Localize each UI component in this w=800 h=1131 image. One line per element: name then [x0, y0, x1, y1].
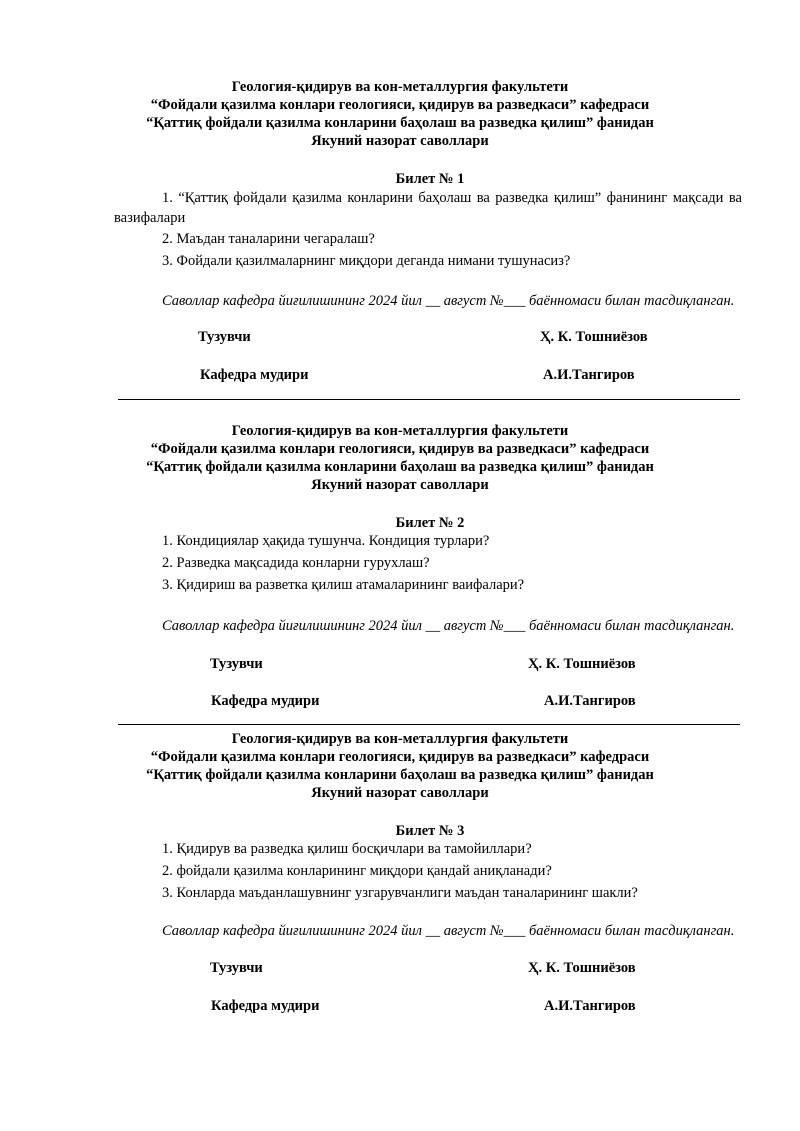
question-3: 3. Қидириш ва разветка қилиш атамаларининг ваифалари?: [162, 577, 525, 593]
department-title: “Фойдали қазилма конлари геологияси, қидирув ва разведкаси” кафедраси: [150, 441, 650, 457]
ticket-number: Билет № 1: [395, 171, 465, 187]
faculty-title: Геология-қидирув ва кон-металлургия факультети: [231, 731, 569, 747]
question-1: 1. “Қаттиқ фойдали қазилма конларини баҳолаш ва разведка қилиш” фанининг мақсади ва вазифалари: [114, 190, 742, 226]
faculty-title: Геология-қидирув ва кон-металлургия факультети: [231, 79, 569, 95]
department-title: “Фойдали қазилма конлари геологияси, қидирув ва разведкаси” кафедраси: [150, 749, 650, 765]
question-3: 3. Конларда маъданлашувнинг узгарувчанлиги маъдан таналарининг шакли?: [162, 885, 638, 901]
approval-note: Саволлар кафедра йиғилишининг 2024 йил __ август №___ баённомаси билан тасдиқланган.: [162, 618, 735, 634]
compiler-name: Ҳ. К. Тошниёзов: [540, 329, 648, 345]
head-name: А.И.Тангиров: [543, 367, 635, 383]
approval-note: Саволлар кафедра йиғилишининг 2024 йил __ август №___ баённомаси билан тасдиқланган.: [162, 923, 735, 939]
question-1: 1. Қидирув ва разведка қилиш босқичлари ва тамойиллари?: [162, 841, 532, 857]
subject-title: “Қаттиқ фойдали қазилма конларини баҳолаш ва разведка қилиш” фанидан: [146, 115, 654, 131]
exam-title: Якуний назорат саволлари: [311, 785, 489, 801]
compiler-label: Тузувчи: [210, 960, 263, 976]
compiler-label: Тузувчи: [198, 329, 251, 345]
question-2: 2. Маъдан таналарини чегаралаш?: [162, 231, 375, 247]
department-title: “Фойдали қазилма конлари геологияси, қидирув ва разведкаси” кафедраси: [150, 97, 650, 113]
question-2: 2. фойдали қазилма конларининг миқдори қандай аниқланади?: [162, 863, 552, 879]
faculty-title: Геология-қидирув ва кон-металлургия факультети: [231, 423, 569, 439]
subject-title: “Қаттиқ фойдали қазилма конларини баҳолаш ва разведка қилиш” фанидан: [146, 767, 654, 783]
separator-line: [118, 724, 740, 725]
head-name: А.И.Тангиров: [544, 693, 636, 709]
compiler-name: Ҳ. К. Тошниёзов: [528, 960, 636, 976]
question-1: 1. Кондициялар ҳақида тушунча. Кондиция турлари?: [162, 533, 490, 549]
head-label: Кафедра мудири: [200, 367, 309, 383]
ticket-number: Билет № 2: [395, 515, 465, 531]
question-3: 3. Фойдали қазилмаларнинг миқдори деганда нимани тушунасиз?: [162, 253, 571, 269]
compiler-name: Ҳ. К. Тошниёзов: [528, 656, 636, 672]
compiler-label: Тузувчи: [210, 656, 263, 672]
subject-title: “Қаттиқ фойдали қазилма конларини баҳолаш ва разведка қилиш” фанидан: [146, 459, 654, 475]
exam-title: Якуний назорат саволлари: [311, 133, 489, 149]
ticket-number: Билет № 3: [395, 823, 465, 839]
head-label: Кафедра мудири: [211, 693, 320, 709]
approval-note: Саволлар кафедра йиғилишининг 2024 йил __ август №___ баённомаси билан тасдиқланган.: [162, 293, 735, 309]
separator-line: [118, 399, 740, 400]
exam-title: Якуний назорат саволлари: [311, 477, 489, 493]
question-2: 2. Разведка мақсадида конларни гурухлаш?: [162, 555, 430, 571]
head-name: А.И.Тангиров: [544, 998, 636, 1014]
head-label: Кафедра мудири: [211, 998, 320, 1014]
